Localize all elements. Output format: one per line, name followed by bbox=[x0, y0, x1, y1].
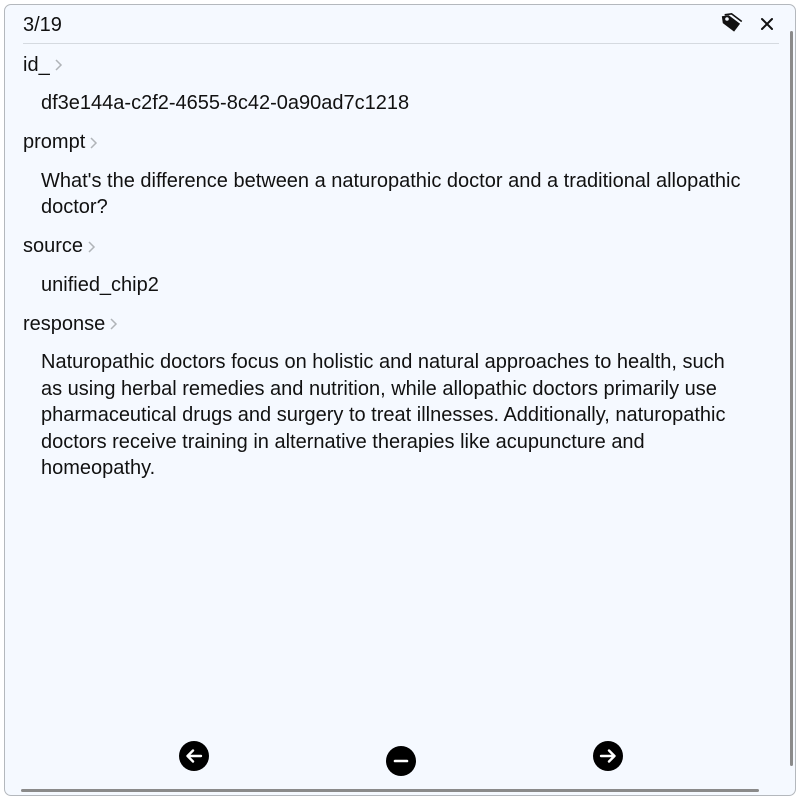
chevron-right-icon bbox=[53, 57, 63, 73]
chevron-right-icon bbox=[88, 135, 98, 151]
chevron-right-icon bbox=[108, 316, 118, 332]
minus-icon bbox=[386, 746, 416, 776]
field-id bbox=[23, 51, 763, 117]
chevron-right-icon bbox=[86, 239, 96, 255]
viewer-header bbox=[23, 5, 779, 44]
previous-button[interactable] bbox=[179, 741, 209, 771]
arrow-left-icon bbox=[179, 741, 209, 771]
field-label-prompt[interactable] bbox=[23, 129, 763, 157]
record-counter: 3/19 bbox=[23, 14, 62, 36]
field-label-text: response bbox=[23, 312, 106, 335]
field-source bbox=[23, 233, 763, 299]
next-button[interactable] bbox=[593, 741, 623, 771]
arrow-right-icon bbox=[593, 741, 623, 771]
tag-icon[interactable] bbox=[719, 12, 743, 36]
field-prompt bbox=[23, 129, 763, 221]
field-label-text: source bbox=[23, 235, 84, 257]
field-value-prompt: What's the difference between a naturopathic doctor and a traditional allopathic doctor? bbox=[41, 169, 741, 218]
record-viewer-window bbox=[4, 4, 796, 796]
field-label-source[interactable] bbox=[23, 233, 763, 261]
remove-button[interactable] bbox=[386, 746, 416, 776]
record-content bbox=[23, 51, 763, 494]
close-icon[interactable] bbox=[755, 12, 779, 36]
field-label-text: id_ bbox=[23, 53, 50, 76]
field-label-id[interactable] bbox=[23, 51, 763, 79]
field-response bbox=[23, 310, 763, 482]
horizontal-scrollbar[interactable] bbox=[21, 789, 759, 792]
field-label-response[interactable] bbox=[23, 310, 763, 338]
field-value-id: df3e144a-c2f2-4655-8c42-0a90ad7c1218 bbox=[41, 92, 410, 114]
vertical-scrollbar[interactable] bbox=[790, 31, 793, 766]
field-value-source: unified_chip2 bbox=[41, 273, 159, 296]
field-value-response: Naturopathic doctors focus on holistic and natural approaches to health, such as using herbal remedies and nutrition, while allopathic doctors primarily use pharmaceutical drugs and surgery to treat illnesses. Additionally, naturopathic doctors receive training in alternative therapies like acupuncture and homeopathy. bbox=[41, 351, 726, 479]
field-label-text: prompt bbox=[23, 131, 86, 153]
